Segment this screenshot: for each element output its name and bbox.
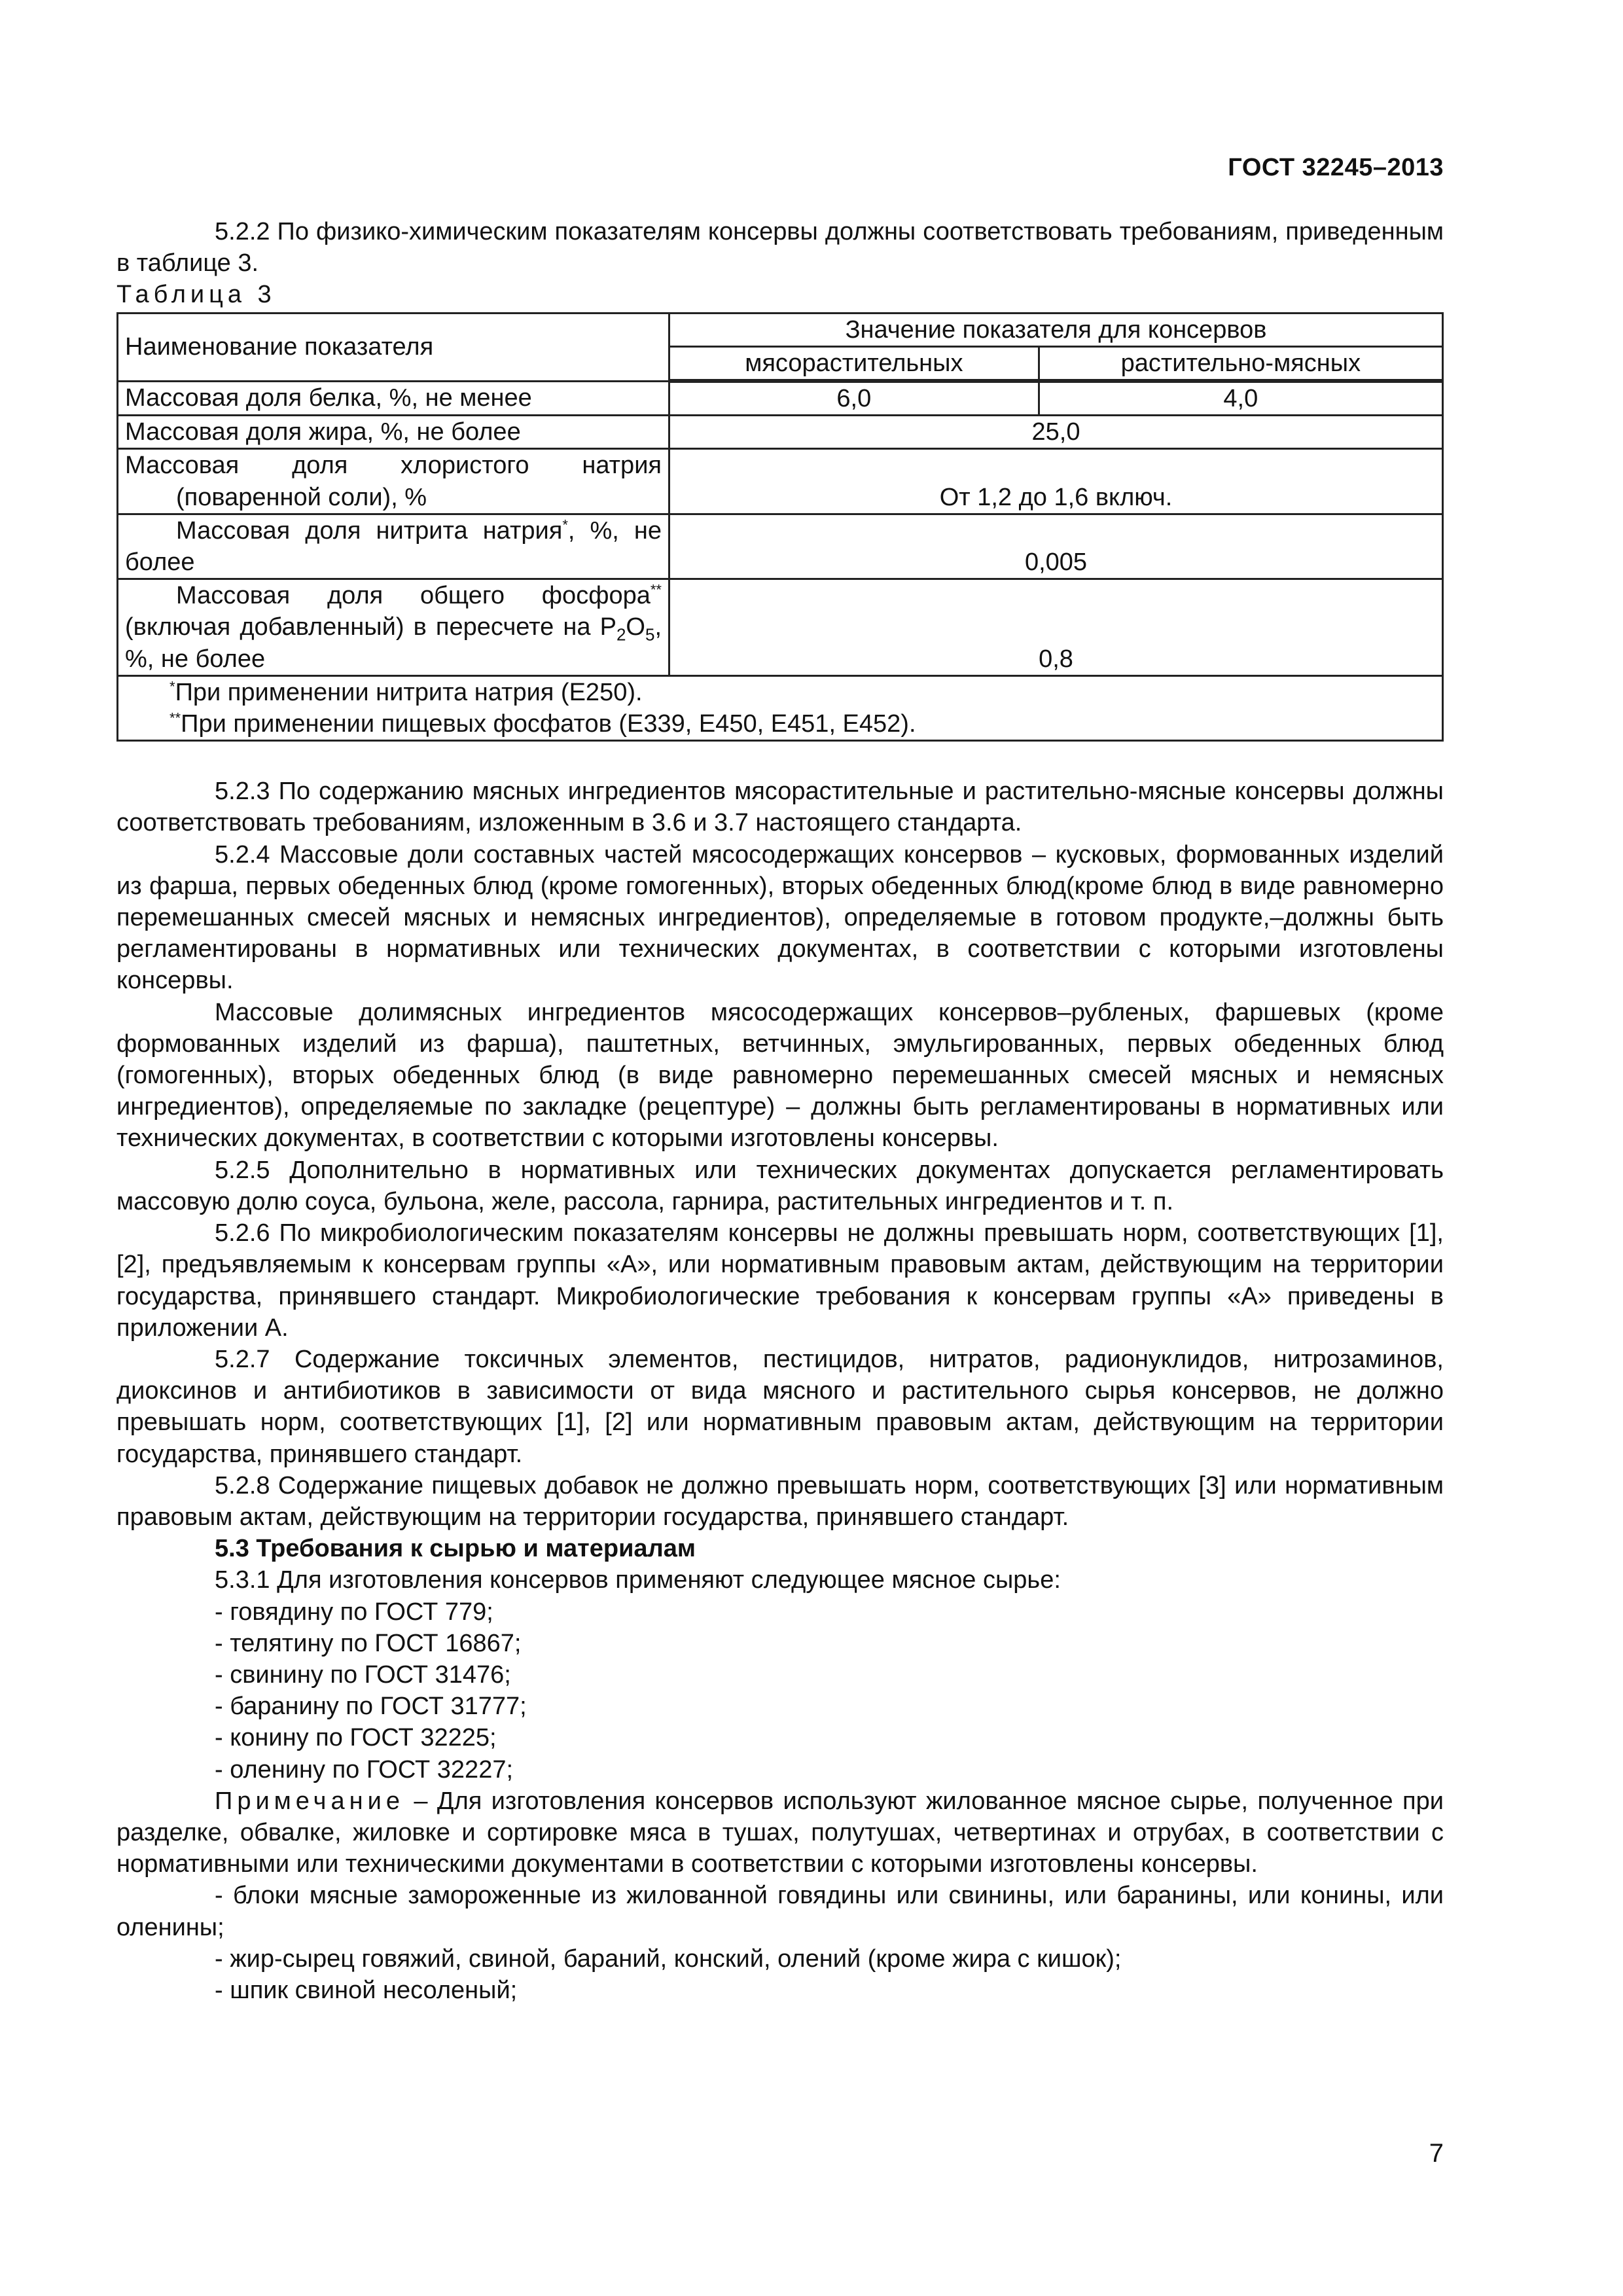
table-caption: Таблица 3: [116, 281, 276, 309]
body-text: [116, 776, 1444, 2006]
list-item: - телятину по ГОСТ 16867;: [215, 1629, 522, 1657]
list-item: - жир-сырец говяжий, свиной, бараний, конский, олений (кроме жира с кишок);: [215, 1945, 1122, 1973]
row-name-part: Массовая доля общего фосфора: [176, 582, 651, 610]
row-name-part: , %, не более: [125, 613, 662, 673]
row-value: 25,0: [669, 416, 1443, 449]
note-label: Примечание: [215, 1787, 404, 1815]
row-name-text: Массовая доля хлористого натрия (поваренной соли), %: [125, 452, 662, 511]
row-name: Массовая доля жира, %, не более: [118, 416, 669, 449]
table-footnotes-cell: [118, 675, 1443, 740]
page-number: 7: [1429, 2139, 1444, 2168]
list-item: - шпик свиной несоленый;: [215, 1976, 518, 2004]
list-item: - блоки мясные замороженные из жилованной говядины или свинины, или баранины, или конины, или оленины;: [116, 1882, 1444, 1941]
row-name-part: Массовая доля нитрита натрия: [176, 516, 563, 545]
paragraph-5-2-7: 5.2.7 Содержание токсичных элементов, пестицидов, нитратов, радионуклидов, нитрозаминов, диоксинов и антибиотиков в зависимости от вида мясного и растительного сырья консервов, не должно превышать норм, соответствующих [1], [2] или нормативным правовым актам, действующим на территории государства, принявшего стандарт.: [116, 1345, 1444, 1468]
row-name-text: [125, 580, 662, 675]
document-header: ГОСТ 32245–2013: [1228, 154, 1444, 181]
footnote-text: При применении пищевых фосфатов (Е339, Е450, Е451, Е452).: [181, 710, 916, 738]
list-item: - говядину по ГОСТ 779;: [215, 1598, 493, 1626]
row-name: Массовая доля белка, %, не менее: [118, 381, 669, 416]
row-value-b: 4,0: [1039, 381, 1442, 416]
row-value: 0,005: [669, 514, 1443, 579]
subscript: 2: [616, 625, 626, 645]
table-row: [118, 514, 1443, 579]
row-name-part: O: [626, 613, 645, 641]
table-header-col-b: растительно-мясных: [1039, 346, 1442, 381]
row-name: [118, 514, 669, 579]
table-footnote-1: [169, 677, 1435, 708]
note-text: – Для изготовления консервов используют жилованное мясное сырье, полученное при разделке, обвалке, жиловке и сортировке мяса в тушах, полутушах, четвертинах и отрубах, в соответствии с нормативными или техническими документами в соответствии с которыми изготовлены консервы.: [116, 1787, 1444, 1878]
table-header-name: Наименование показателя: [118, 313, 669, 381]
row-name-part: , %, не более: [125, 516, 662, 577]
paragraph-5-2-8: 5.2.8 Содержание пищевых добавок не должно превышать норм, соответствующих [3] или нормативным правовым актам, действующим на территории государства, принявшего стандарт.: [116, 1471, 1444, 1531]
row-value-a: 6,0: [669, 381, 1039, 416]
paragraph-5-2-3: 5.2.3 По содержанию мясных ингредиентов мясорастительные и растительно-мясные консервы должны соответствовать требованиям, изложенным в 3.6 и 3.7 настоящего стандарта.: [116, 778, 1444, 837]
table-row: [118, 449, 1443, 514]
paragraph-5-2-6: 5.2.6 По микробиологическим показателям консервы не должны превышать норм, соответствующих [1], [2], предъявляемым к консервам группы «А», или нормативным правовым актам, действующим на территории государства, принявшего стандарт. Микробиологические требования к консервам группы «А» приведены в приложении А.: [116, 1219, 1444, 1342]
row-value: От 1,2 до 1,6 включ.: [669, 449, 1443, 514]
table-row: [118, 579, 1443, 676]
row-name-text: [125, 515, 662, 578]
paragraph-5-3-1: 5.3.1 Для изготовления консервов применяют следующее мясное сырье:: [215, 1566, 1061, 1594]
row-name: [118, 449, 669, 514]
document-body: [116, 216, 1444, 2006]
row-name: [118, 579, 669, 676]
footnote-mark: *: [169, 678, 175, 695]
list-item: - баранину по ГОСТ 31777;: [215, 1693, 527, 1721]
paragraph-5-2-4: 5.2.4 Массовые доли составных частей мясосодержащих консервов – кусковых, формованных изделий из фарша, первых обеденных блюд (кроме гомогенных), вторых обеденных блюд(кроме блюд в виде равномерно перемешанных смесей мясных и немясных ингредиентов), определяемые в готовом продукте,–должны быть регламентированы в нормативных или технических документах, в соответствии с которыми изготовлены консервы.: [116, 840, 1444, 995]
paragraph-5-2-5: 5.2.5 Дополнительно в нормативных или технических документах допускается регламентировать массовую долю соуса, бульона, желе, рассола, гарнира, растительных ингредиентов и т. п.: [116, 1156, 1444, 1215]
footnote-mark: *: [562, 516, 568, 533]
list-item: - оленину по ГОСТ 32227;: [215, 1755, 514, 1784]
table-footnote-2: [169, 708, 1435, 740]
paragraph-5-2-4-continued: Массовые долимясных ингредиентов мясосодержащих консервов–рубленых, фаршевых (кроме формованных изделий из фарша), паштетных, ветчинных, эмульгированных, первых обеденных блюд (гомогенных), вторых обеденных блюд (в виде равномерно перемешанных смесей мясных и немясных ингредиентов), определяемые по закладке (рецептуре) – должны быть регламентированы в нормативных или технических документах, в соответствии с которыми изготовлены консервы.: [116, 998, 1444, 1153]
table-footnotes: [118, 675, 1443, 740]
subscript: 5: [645, 625, 655, 645]
note: [116, 1785, 1444, 1880]
row-name-part: (включая добавленный) в пересчете на P: [125, 613, 616, 641]
table-3: [116, 312, 1444, 742]
list-item: - свинину по ГОСТ 31476;: [215, 1660, 511, 1689]
table-header-col-a: мясорастительных: [669, 346, 1039, 381]
footnote-mark: **: [169, 709, 181, 726]
footnote-mark: **: [650, 581, 662, 598]
row-value: 0,8: [669, 579, 1443, 676]
table-row: [118, 416, 1443, 449]
table-header-group: Значение показателя для консервов: [669, 313, 1443, 346]
list-item: - конину по ГОСТ 32225;: [215, 1724, 497, 1752]
footnote-text: При применении нитрита натрия (Е250).: [175, 678, 643, 706]
table-row: [118, 381, 1443, 416]
paragraph-5-2-2: 5.2.2 По физико-химическим показателям консервы должны соответствовать требованиям, приведенным в таблице 3.: [116, 218, 1444, 278]
section-heading-5-3: 5.3 Требования к сырью и материалам: [215, 1535, 696, 1563]
